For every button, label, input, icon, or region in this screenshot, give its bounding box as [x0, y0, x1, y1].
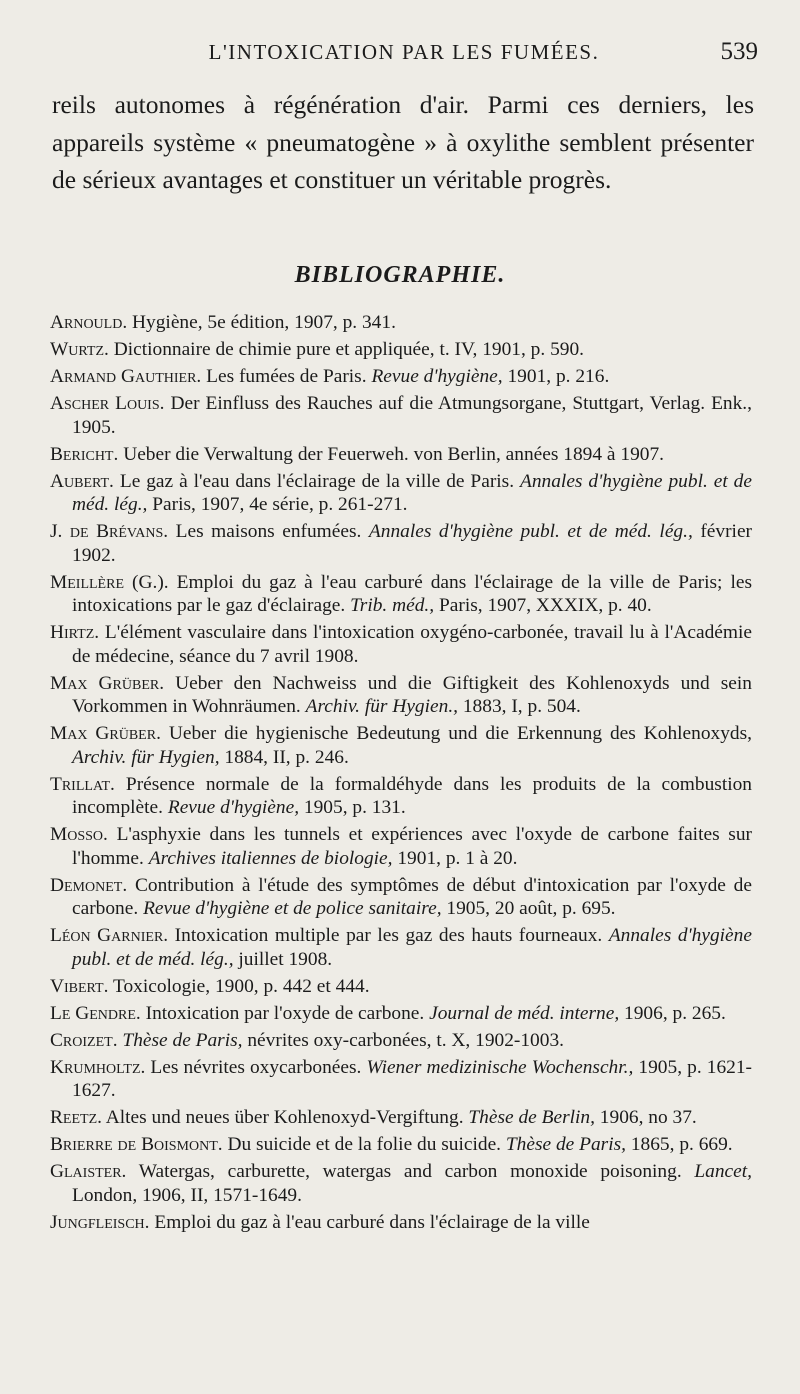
bibliography-entry	[50, 1160, 752, 1207]
bibliography-entry	[50, 470, 752, 517]
entry-author: Hirtz.	[50, 622, 100, 643]
bibliography-entry	[50, 975, 752, 999]
bibliography-entry	[50, 722, 752, 769]
entry-text: L'asphyxie dans les tunnels et expériences avec l'oxyde de carbone faites sur l'homme.	[72, 824, 752, 869]
bibliography-entry	[50, 571, 752, 618]
entry-title-italic: Archives italiennes de biologie,	[148, 847, 393, 869]
entry-text: Watergas, carburette, watergas and carbon monoxide poisoning.	[126, 1161, 695, 1182]
page-number: 539	[720, 38, 758, 65]
entry-text: Der Einfluss des Rauches auf die Atmungsorgane, Stuttgart, Verlag. Enk., 1905.	[72, 393, 752, 438]
entry-author: Ascher Louis.	[50, 393, 165, 414]
entry-author: Vibert.	[50, 975, 109, 997]
entry-text: 1901, p. 216.	[502, 366, 610, 387]
entry-title-italic: Thèse de Paris,	[122, 1029, 243, 1051]
entry-text: 1865, p. 669.	[626, 1134, 733, 1155]
entry-author: Arnould.	[50, 312, 128, 333]
entry-text: L'élément vasculaire dans l'intoxication oxygéno-carbonée, travail lu à l'Académie de médecine, séance du 7 avril 1908.	[72, 622, 752, 667]
entry-text: Ueber die Verwaltung der Feuerweh. von Berlin, années 1894 à 1907.	[118, 443, 664, 465]
bibliography-entry	[50, 1056, 752, 1103]
entry-text: 1883, I, p. 504.	[458, 696, 581, 717]
entry-text: Altes und neues über Kohlenoxyd-Vergiftung.	[102, 1107, 469, 1128]
intro-paragraph: reils autonomes à régénération d'air. Parmi ces derniers, les appareils système « pneumatogène » à oxylithe semblent présenter de sérieux avantages et constituer un véritable progrès.	[52, 90, 754, 194]
entry-author: Jungfleisch.	[50, 1211, 150, 1233]
entry-text: Contribution à l'étude des symptômes de début d'intoxication par l'oxyde de carbone.	[72, 874, 752, 919]
entry-title-italic: Thèse de Berlin,	[468, 1107, 595, 1128]
entry-text: Les maisons enfumées.	[168, 521, 369, 542]
entry-text: Les névrites oxycarbonées.	[145, 1056, 367, 1078]
section-title: BIBLIOGRAPHIE.	[294, 262, 506, 288]
entry-author: Max Grüber.	[50, 723, 161, 744]
bibliography-entry	[50, 621, 752, 668]
entry-title-italic: Trib. méd.,	[350, 595, 435, 616]
entry-author: Trillat.	[50, 773, 115, 795]
entry-text: Toxicologie, 1900, p. 442 et 444.	[108, 975, 370, 997]
bibliography-entry	[50, 672, 752, 719]
entry-text: 1905, p. 1621-1627.	[72, 1056, 752, 1101]
entry-title-italic: Annales d'hygiène publ. et de méd. lég.,	[72, 925, 752, 970]
entry-author: Croizet.	[50, 1029, 118, 1051]
entry-text: névrites oxy-carbonées, t. X, 1902-1003.	[242, 1029, 564, 1051]
entry-text: février 1902.	[72, 521, 753, 566]
entry-text: Intoxication multiple par les gaz des hauts fourneaux.	[168, 925, 609, 946]
entry-text: Hygiène, 5e édition, 1907, p. 341.	[127, 312, 396, 333]
entry-author: Wurtz.	[50, 339, 109, 360]
entry-author: Armand Gauthier.	[50, 366, 202, 387]
entry-author: Léon Garnier.	[50, 925, 169, 946]
page-header	[50, 40, 758, 80]
entry-text: Ueber die hygienische Bedeutung und die Erkennung des Kohlenoxyds,	[160, 723, 753, 744]
bibliography-entry	[50, 338, 752, 362]
entry-text: Emploi du gaz à l'eau carburé dans l'éclairage de la ville de Paris; les intoxications par le gaz d'éclairage.	[72, 571, 752, 616]
bibliography-entry	[50, 365, 752, 389]
entry-author: Glaister.	[50, 1161, 127, 1182]
entry-text: 1905, p. 131.	[299, 797, 406, 818]
entry-text: 1884, II, p. 246.	[219, 746, 349, 768]
bibliography-entry	[50, 924, 752, 971]
entry-author: Bericht.	[50, 443, 119, 465]
bibliography-entry	[50, 443, 752, 467]
entry-title-italic: Lancet,	[694, 1161, 752, 1182]
entry-title-italic: Wiener medizinische Wochenschr.,	[366, 1056, 634, 1078]
bibliography-entry	[50, 392, 752, 439]
entry-text: Intoxication par l'oxyde de carbone.	[140, 1002, 430, 1024]
entry-author: J. de Brévans.	[50, 521, 169, 542]
entry-author: Krumholtz.	[50, 1056, 146, 1078]
entry-title-italic: Journal de méd. interne,	[429, 1002, 620, 1024]
bibliography-entry	[50, 874, 752, 921]
entry-author: Meillère (G.).	[50, 571, 169, 593]
entry-author: Demonet.	[50, 874, 128, 896]
entry-text: Dictionnaire de chimie pure et appliquée, t. IV, 1901, p. 590.	[108, 339, 585, 360]
bibliography-entry	[50, 823, 752, 870]
bibliography-entry	[50, 1029, 752, 1053]
entry-title-italic: Archiv. für Hygien,	[72, 746, 220, 768]
bibliography-entry	[50, 773, 752, 820]
bibliography-list	[50, 311, 752, 1238]
entry-text: 1906, p. 265.	[619, 1002, 726, 1024]
bibliography-entry	[50, 311, 752, 335]
entry-text: juillet 1908.	[233, 948, 333, 970]
entry-text: Présence normale de la formaldéhyde dans les produits de la combustion incomplète.	[72, 773, 752, 818]
entry-text: Les fumées de Paris.	[201, 366, 372, 387]
entry-title-italic: Annales d'hygiène publ. et de méd. lég.,	[368, 521, 693, 542]
entry-title-italic: Annales d'hygiène publ. et de méd. lég.,	[72, 470, 752, 515]
entry-title-italic: Revue d'hygiène et de police sanitaire,	[143, 898, 442, 919]
entry-text: Ueber den Nachweiss und die Giftigkeit des Kohlenoxyds und sein Vorkommen in Wohnräumen.	[72, 672, 752, 717]
entry-text: Emploi du gaz à l'eau carburé dans l'éclairage de la ville	[149, 1211, 590, 1233]
entry-author: Aubert.	[50, 470, 114, 492]
entry-text: 1901, p. 1 à 20.	[392, 847, 518, 869]
bibliography-entry	[50, 1002, 752, 1026]
entry-author: Max Grüber.	[50, 672, 165, 694]
entry-title-italic: Revue d'hygiène,	[371, 366, 503, 387]
entry-text: 1905, 20 août, p. 695.	[441, 898, 616, 919]
entry-text: Paris, 1907, XXXIX, p. 40.	[434, 595, 652, 616]
entry-title-italic: Archiv. für Hygien.,	[305, 696, 459, 717]
entry-author: Mosso.	[50, 824, 108, 845]
entry-text: Paris, 1907, 4e série, p. 261-271.	[147, 494, 408, 515]
bibliography-entry	[50, 1211, 752, 1235]
entry-text: Du suicide et de la folie du suicide.	[222, 1134, 506, 1155]
entry-title-italic: Revue d'hygiène,	[167, 797, 300, 818]
entry-text: London, 1906, II, 1571-1649.	[72, 1184, 302, 1206]
entry-author: Brierre de Boismont.	[50, 1134, 223, 1155]
entry-text: 1906, no 37.	[594, 1107, 697, 1128]
bibliography-entry	[50, 1106, 752, 1130]
entry-text: Le gaz à l'eau dans l'éclairage de la ville de Paris.	[113, 470, 520, 492]
running-title: L'INTOXICATION PAR LES FUMÉES.	[208, 40, 600, 64]
entry-title-italic: Thèse de Paris,	[505, 1134, 626, 1155]
bibliography-entry	[50, 520, 752, 567]
entry-author: Reetz.	[50, 1107, 102, 1128]
bibliography-entry	[50, 1133, 752, 1157]
entry-author: Le Gendre.	[50, 1002, 141, 1024]
